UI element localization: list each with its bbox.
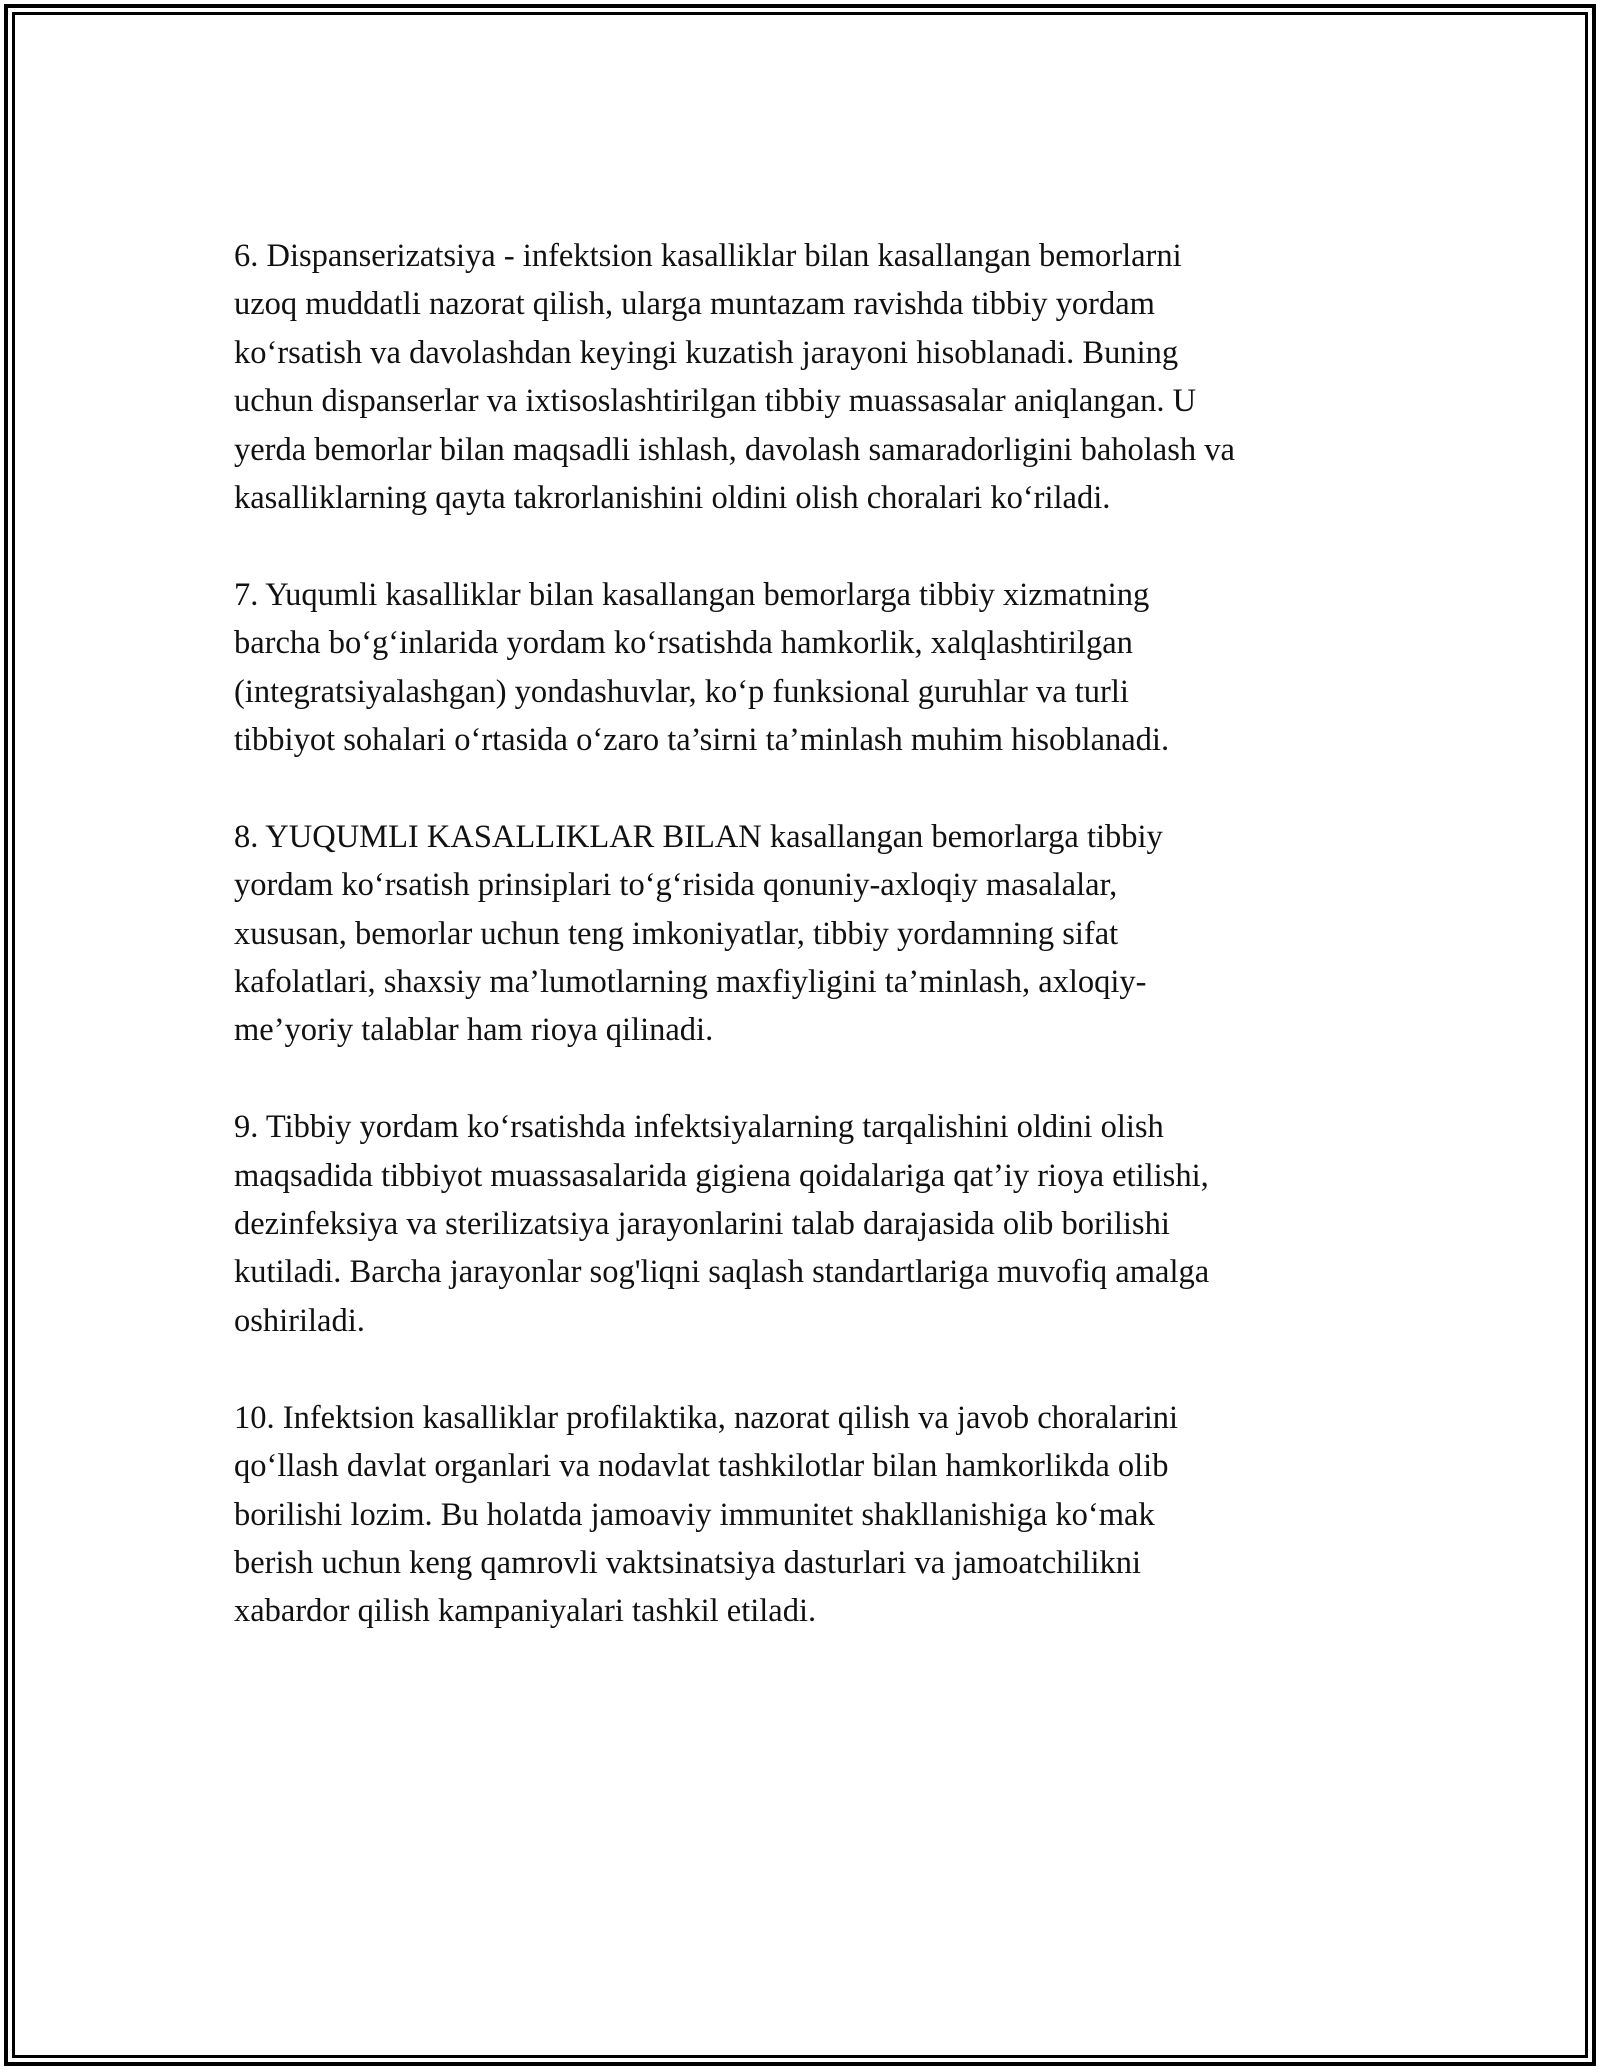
paragraph-line: me’yoriy talablar ham rioya qilinadi. bbox=[234, 1012, 714, 1049]
paragraph-line: (integratsiyalashgan) yondashuvlar, ko‘p funksional guruhlar va turli bbox=[234, 673, 1129, 710]
paragraph-6 bbox=[234, 232, 1384, 522]
paragraph-line: uchun dispanserlar va ixtisoslashtirilgan tibbiy muassasalar aniqlangan. U bbox=[234, 383, 1197, 420]
paragraph-9 bbox=[234, 1103, 1384, 1345]
paragraph-line: ko‘rsatish va davolashdan keyingi kuzatish jarayoni hisoblanadi. Buning bbox=[234, 334, 1179, 371]
paragraph-line: 7. Yuqumli kasalliklar bilan kasallangan bemorlarga tibbiy xizmatning bbox=[234, 576, 1150, 613]
paragraph-line: borilishi lozim. Bu holatda jamoaviy immunitet shakllanishiga ko‘mak bbox=[234, 1496, 1155, 1533]
paragraph-line: 8. YUQUMLI KASALLIKLAR BILAN kasallangan bemorlarga tibbiy bbox=[234, 818, 1163, 855]
paragraph-line: maqsadida tibbiyot muassasalarida gigiena qoidalariga qat’iy rioya etilishi, bbox=[234, 1157, 1209, 1194]
paragraph-8 bbox=[234, 813, 1384, 1055]
paragraph-line: uzoq muddatli nazorat qilish, ularga muntazam ravishda tibbiy yordam bbox=[234, 286, 1155, 323]
paragraph-line: xususan, bemorlar uchun teng imkoniyatlar, tibbiy yordamning sifat bbox=[234, 915, 1119, 952]
paragraph-line: yordam ko‘rsatish prinsiplari to‘g‘risida qonuniy-axloqiy masalalar, bbox=[234, 867, 1118, 904]
paragraph-line: berish uchun keng qamrovli vaktsinatsiya dasturlari va jamoatchilikni bbox=[234, 1544, 1142, 1581]
paragraph-10 bbox=[234, 1394, 1384, 1636]
paragraph-line: qo‘llash davlat organlari va nodavlat tashkilotlar bilan hamkorlikda olib bbox=[234, 1448, 1169, 1485]
paragraph-line: oshiriladi. bbox=[234, 1302, 365, 1339]
paragraph-line: yerda bemorlar bilan maqsadli ishlash, davolash samaradorligini baholash va bbox=[234, 431, 1235, 468]
paragraph-line: 9. Tibbiy yordam ko‘rsatishda infektsiyalarning tarqalishini oldini olish bbox=[234, 1109, 1164, 1146]
paragraph-line: 10. Infektsion kasalliklar profilaktika, nazorat qilish va javob choralarini bbox=[234, 1399, 1179, 1436]
paragraph-line: kutiladi. Barcha jarayonlar sog'liqni saqlash standartlariga muvofiq amalga bbox=[234, 1254, 1210, 1291]
paragraph-line: kasalliklarning qayta takrorlanishini oldini olish choralari ko‘riladi. bbox=[234, 480, 1111, 517]
paragraph-line: xabardor qilish kampaniyalari tashkil etiladi. bbox=[234, 1593, 817, 1630]
paragraph-line: 6. Dispanserizatsiya - infektsion kasalliklar bilan kasallangan bemorlarni bbox=[234, 238, 1182, 274]
document-body bbox=[234, 232, 1384, 1684]
paragraph-line: tibbiyot sohalari o‘rtasida o‘zaro ta’sirni ta’minlash muhim hisoblanadi. bbox=[234, 722, 1170, 759]
paragraph-line: kafolatlari, shaxsiy ma’lumotlarning maxfiyligini ta’minlash, axloqiy- bbox=[234, 964, 1147, 1001]
paragraph-7 bbox=[234, 571, 1384, 765]
paragraph-line: barcha bo‘g‘inlarida yordam ko‘rsatishda hamkorlik, xalqlashtirilgan bbox=[234, 625, 1133, 662]
paragraph-line: dezinfeksiya va sterilizatsiya jarayonlarini talab darajasida olib borilishi bbox=[234, 1206, 1170, 1243]
